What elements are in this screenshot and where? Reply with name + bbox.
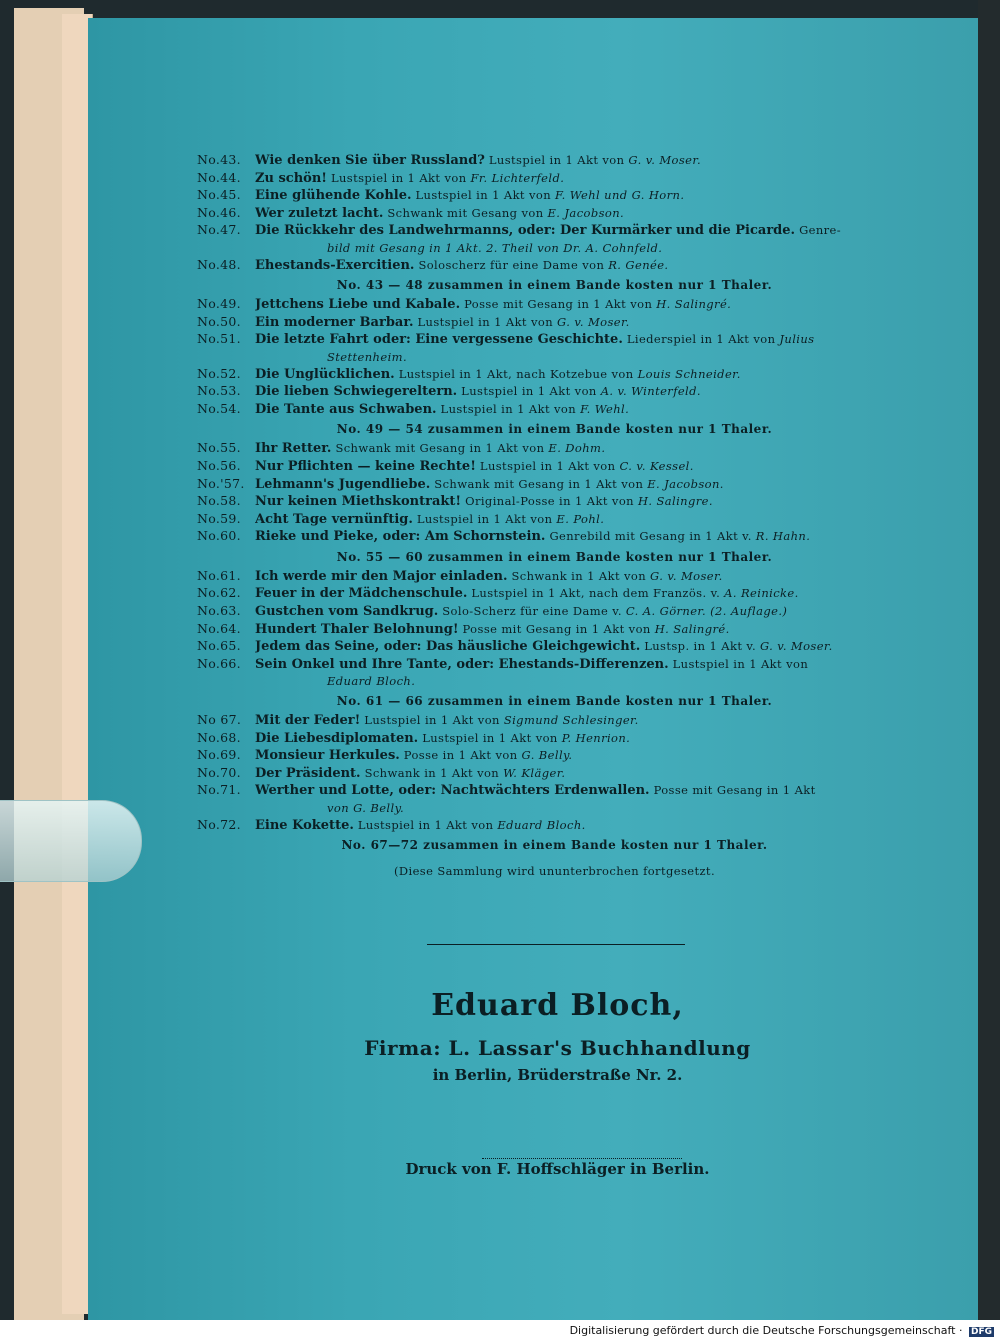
- catalog-entry: [197, 366, 912, 384]
- catalog-entry: [197, 712, 912, 730]
- entry-author: C. A. Görner. (2. Auflage.): [625, 604, 788, 619]
- entry-text: [255, 314, 912, 332]
- entry-number: No.'57.: [197, 475, 245, 491]
- entry-text: [255, 152, 912, 170]
- entry-number: No.59.: [197, 510, 241, 526]
- entry-title: Lehmann's Jugendliebe.: [255, 476, 431, 492]
- entry-title: Jedem das Seine, oder: Das häusliche Gleichgewicht.: [255, 639, 641, 655]
- entry-description: Posse in 1 Akt von: [403, 748, 518, 763]
- binding-edge: [978, 0, 1000, 1320]
- entry-text: [255, 765, 912, 783]
- dotted-rule: [482, 1158, 682, 1159]
- entry-description: Lustspiel in 1 Akt von: [415, 188, 552, 203]
- divider-rule: [427, 944, 685, 945]
- entry-description: Schwank in 1 Akt von: [511, 568, 647, 583]
- entry-description: Genre-: [799, 223, 842, 238]
- entry-author: G. v. Moser.: [557, 314, 630, 329]
- entry-text: [255, 712, 912, 730]
- publisher-firm: Firma: L. Lassar's Buchhandlung: [364, 1036, 751, 1060]
- entry-number: No.53.: [197, 383, 241, 399]
- catalog-entry: [197, 568, 912, 586]
- entry-number: No.71.: [197, 782, 241, 798]
- catalog-entry: [197, 511, 912, 529]
- catalog-entry: [197, 314, 912, 332]
- entry-number: No.48.: [197, 256, 241, 272]
- entry-number: No.72.: [197, 816, 241, 832]
- entry-number: No.70.: [197, 764, 241, 780]
- entry-author: E. Dohm.: [548, 441, 606, 456]
- catalog-entry-continuation: [197, 240, 912, 257]
- entry-author: H. Salingre.: [637, 494, 713, 509]
- entry-text: [255, 296, 912, 314]
- entry-number: No.50.: [197, 313, 241, 329]
- publisher-name: Eduard Bloch,: [431, 988, 684, 1023]
- entry-number: No.52.: [197, 365, 241, 381]
- catalog-entry-continuation: [197, 349, 912, 366]
- entry-description: Liederspiel in 1 Akt von: [626, 332, 776, 347]
- entry-continuation-text: bild mit Gesang in 1 Akt. 2. Theil von Dr. A. Cohnfeld.: [327, 240, 663, 255]
- entry-title: Wer zuletzt lacht.: [255, 205, 384, 221]
- entry-title: Nur keinen Miethskontrakt!: [255, 494, 462, 510]
- entry-description: Schwank in 1 Akt von: [364, 765, 500, 780]
- entry-number: No.44.: [197, 169, 241, 185]
- entry-author: G. v. Moser.: [628, 153, 702, 167]
- entry-author: G. Belly.: [521, 748, 573, 763]
- entry-description: Posse mit Gesang in 1 Akt von: [462, 621, 651, 636]
- entry-text: [255, 656, 912, 674]
- entry-title: Zu schön!: [255, 170, 327, 186]
- catalog-entry: [197, 585, 912, 603]
- entry-description: Lustspiel in 1 Akt von: [440, 401, 577, 416]
- entry-description: Soloscherz für eine Dame von: [418, 257, 605, 272]
- entry-title: Feuer in der Mädchenschule.: [255, 586, 468, 602]
- entry-description: Genrebild mit Gesang in 1 Akt v.: [549, 529, 752, 544]
- entry-title: Hundert Thaler Belohnung!: [255, 621, 459, 637]
- entry-author: Julius: [779, 332, 815, 347]
- entry-author: G. v. Moser.: [650, 568, 723, 583]
- entry-author: Eduard Bloch.: [497, 817, 586, 832]
- entry-description: Lustspiel in 1 Akt von: [416, 511, 553, 526]
- entry-text: [255, 747, 912, 765]
- catalog-entry: [197, 603, 912, 621]
- entry-author: F. Wehl.: [580, 401, 630, 416]
- entry-author: F. Wehl und G. Horn.: [555, 188, 685, 203]
- entry-author: W. Kläger.: [503, 765, 566, 780]
- publisher-address: in Berlin, Brüderstraße Nr. 2.: [432, 1066, 683, 1084]
- entry-title: Eine glühende Kohle.: [255, 188, 412, 204]
- entry-description: Lustspiel in 1 Akt von: [461, 384, 597, 399]
- entry-text: [255, 331, 912, 349]
- entry-title: Die Tante aus Schwaben.: [255, 401, 437, 417]
- entry-text: [255, 603, 912, 621]
- series-note: (Diese Sammlung wird ununterbrochen fortgesetzt.: [393, 864, 716, 879]
- entry-text: [255, 383, 912, 401]
- entry-description: Original-Posse in 1 Akt von: [465, 494, 634, 509]
- catalog-entry: [197, 656, 912, 674]
- entry-title: Eine Kokette.: [255, 817, 354, 833]
- entry-number: No.69.: [197, 747, 241, 763]
- entry-number: No.62.: [197, 585, 241, 601]
- entry-description: Lustspiel in 1 Akt von: [422, 730, 558, 745]
- entry-author: A. v. Winterfeld.: [600, 384, 701, 399]
- catalog-entry: [197, 730, 912, 748]
- entry-description: Lustspiel in 1 Akt, nach Kotzebue von: [398, 366, 634, 381]
- entry-description: Lustspiel in 1 Akt von: [364, 713, 500, 728]
- entry-author: Sigmund Schlesinger.: [503, 713, 639, 728]
- entry-title: Wie denken Sie über Russland?: [255, 153, 485, 168]
- entry-text: [255, 782, 912, 800]
- group-price-summary: No. 43 — 48 zusammen in einem Bande kosten nur 1 Thaler.: [336, 278, 773, 293]
- entry-author: E. Pohl.: [556, 511, 605, 526]
- entry-description: Lustspiel in 1 Akt von: [672, 656, 809, 671]
- catalog-entry: [197, 817, 912, 835]
- entry-text: [255, 730, 912, 748]
- entry-description: Schwank mit Gesang in 1 Akt von: [335, 441, 545, 456]
- entry-number: No.60.: [197, 528, 241, 544]
- catalog-entry: [197, 205, 912, 223]
- entry-text: [255, 528, 912, 546]
- entry-text: [255, 493, 912, 511]
- entry-title: Monsieur Herkules.: [255, 748, 400, 764]
- group-price-summary: No. 67—72 zusammen in einem Bande kosten nur 1 Thaler.: [341, 838, 768, 853]
- entry-number: No.63.: [197, 603, 241, 619]
- entry-author: Fr. Lichterfeld.: [470, 170, 565, 185]
- entry-text: [255, 257, 912, 275]
- entry-author: R. Genée.: [608, 257, 669, 272]
- catalog-list: [197, 152, 912, 878]
- entry-number: No.65.: [197, 638, 241, 654]
- entry-text: [255, 458, 912, 476]
- entry-description: Lustspiel in 1 Akt von: [330, 170, 467, 185]
- entry-title: Mit der Feder!: [255, 713, 361, 729]
- entry-text: [255, 585, 912, 603]
- entry-text: [255, 187, 912, 205]
- entry-author: E. Jacobson.: [647, 476, 724, 491]
- group-price-summary: No. 61 — 66 zusammen in einem Bande kosten nur 1 Thaler.: [336, 694, 773, 709]
- entry-description: Solo-Scherz für eine Dame v.: [442, 604, 622, 619]
- entry-author: A. Reinicke.: [724, 586, 799, 601]
- entry-author: R. Hahn.: [755, 529, 811, 544]
- entry-title: Die Rückkehr des Landwehrmanns, oder: Der Kurmärker und die Picarde.: [255, 223, 796, 239]
- entry-number: No.49.: [197, 296, 241, 312]
- entry-number: No.45.: [197, 187, 241, 203]
- catalog-entry: [197, 440, 912, 458]
- catalog-entry-continuation: [197, 800, 912, 817]
- entry-title: Werther und Lotte, oder: Nachtwächters Erdenwallen.: [255, 783, 650, 799]
- catalog-entry: [197, 493, 912, 511]
- entry-number: No.64.: [197, 620, 241, 636]
- entry-text: [255, 205, 912, 223]
- entry-number: No.61.: [197, 567, 241, 583]
- entry-author: C. v. Kessel.: [619, 458, 694, 473]
- catalog-entry: [197, 187, 912, 205]
- catalog-entry: [197, 170, 912, 188]
- entry-continuation-text: von G. Belly.: [327, 801, 405, 815]
- entry-text: [255, 638, 912, 656]
- entry-number: No.43.: [197, 152, 241, 167]
- entry-text: [255, 170, 912, 188]
- entry-number: No.58.: [197, 493, 241, 509]
- entry-description: Lustspiel in 1 Akt von: [357, 817, 494, 832]
- entry-description: Posse mit Gesang in 1 Akt von: [464, 297, 653, 312]
- entry-title: Ein moderner Barbar.: [255, 314, 414, 330]
- entry-number: No.66.: [197, 655, 241, 671]
- catalog-entry-continuation: [197, 673, 912, 690]
- entry-number: No.68.: [197, 729, 241, 745]
- entry-number: No.47.: [197, 222, 241, 238]
- catalog-entry: [197, 331, 912, 349]
- catalog-entry: [197, 458, 912, 476]
- entry-title: Ehestands-Exercitien.: [255, 257, 415, 273]
- entry-description: Posse mit Gesang in 1 Akt: [653, 783, 816, 798]
- entry-description: Lustsp. in 1 Akt v.: [644, 639, 757, 654]
- entry-continuation-text: Eduard Bloch.: [327, 674, 416, 689]
- entry-title: Die letzte Fahrt oder: Eine vergessene Geschichte.: [255, 332, 623, 348]
- entry-title: Die Unglücklichen.: [255, 366, 395, 382]
- entry-title: Ich werde mir den Major einladen.: [255, 568, 508, 584]
- group-price-summary: No. 49 — 54 zusammen in einem Bande kosten nur 1 Thaler.: [336, 422, 773, 437]
- catalog-entry: [197, 296, 912, 314]
- entry-description: Lustspiel in 1 Akt von: [417, 314, 554, 329]
- printer-line: Druck von F. Hoffschläger in Berlin.: [405, 1160, 710, 1178]
- catalog-entry: [197, 257, 912, 275]
- entry-title: Die Liebesdiplomaten.: [255, 730, 419, 746]
- entry-text: [255, 621, 912, 639]
- group-price-summary: No. 55 — 60 zusammen in einem Bande kosten nur 1 Thaler.: [336, 549, 773, 564]
- credit-text: Digitalisierung gefördert durch die Deutsche Forschungsgemeinschaft ·: [569, 1324, 963, 1337]
- entry-author: H. Salingré.: [654, 621, 730, 636]
- catalog-entry: [197, 747, 912, 765]
- entry-title: Acht Tage vernünftig.: [255, 511, 413, 527]
- catalog-entry: [197, 476, 912, 494]
- entry-text: [255, 222, 912, 240]
- entry-number: No.55.: [197, 440, 241, 456]
- entry-description: Schwank mit Gesang in 1 Akt von: [434, 476, 644, 491]
- entry-title: Jettchens Liebe und Kabale.: [255, 297, 461, 313]
- entry-number: No.46.: [197, 204, 241, 220]
- catalog-entry: [197, 222, 912, 240]
- entry-title: Nur Pflichten — keine Rechte!: [255, 458, 476, 474]
- entry-author: E. Jacobson.: [547, 205, 625, 220]
- entry-description: Lustspiel in 1 Akt von: [479, 458, 616, 473]
- entry-title: Der Präsident.: [255, 765, 361, 781]
- entry-description: Schwank mit Gesang von: [387, 205, 544, 220]
- catalog-entry: [197, 765, 912, 783]
- entry-title: Sein Onkel und Ihre Tante, oder: Ehestands-Differenzen.: [255, 656, 669, 672]
- book-clamp: [0, 800, 142, 882]
- entry-title: Ihr Retter.: [255, 441, 332, 457]
- catalog-entry: [197, 401, 912, 419]
- entry-number: No.56.: [197, 457, 241, 473]
- catalog-entry: [197, 621, 912, 639]
- catalog-entry: [197, 638, 912, 656]
- entry-text: [255, 568, 912, 586]
- entry-author: Louis Schneider.: [637, 366, 741, 381]
- entry-continuation-text: Stettenheim.: [327, 349, 408, 364]
- entry-number: No.54.: [197, 400, 241, 416]
- entry-number: No.51.: [197, 331, 241, 347]
- catalog-entry: [197, 152, 912, 170]
- entry-author: G. v. Moser.: [760, 639, 833, 654]
- catalog-entry: [197, 782, 912, 800]
- entry-description: Lustspiel in 1 Akt von: [488, 153, 625, 167]
- entry-title: Die lieben Schwiegereltern.: [255, 384, 458, 400]
- digitization-credit: [0, 1324, 994, 1337]
- entry-text: [255, 366, 912, 384]
- dfg-logo[interactable]: DFG: [970, 1327, 992, 1337]
- entry-title: Gustchen vom Sandkrug.: [255, 604, 439, 620]
- entry-text: [255, 817, 912, 835]
- entry-title: Rieke und Pieke, oder: Am Schornstein.: [255, 529, 546, 545]
- entry-number: No 67.: [197, 712, 242, 728]
- entry-author: H. Salingré.: [656, 297, 732, 312]
- entry-text: [255, 401, 912, 419]
- entry-text: [255, 476, 912, 494]
- catalog-entry: [197, 528, 912, 546]
- entry-text: [255, 511, 912, 529]
- entry-author: P. Henrion.: [561, 730, 631, 745]
- entry-description: Lustspiel in 1 Akt, nach dem Französ. v.: [471, 586, 721, 601]
- entry-text: [255, 440, 912, 458]
- catalog-entry: [197, 383, 912, 401]
